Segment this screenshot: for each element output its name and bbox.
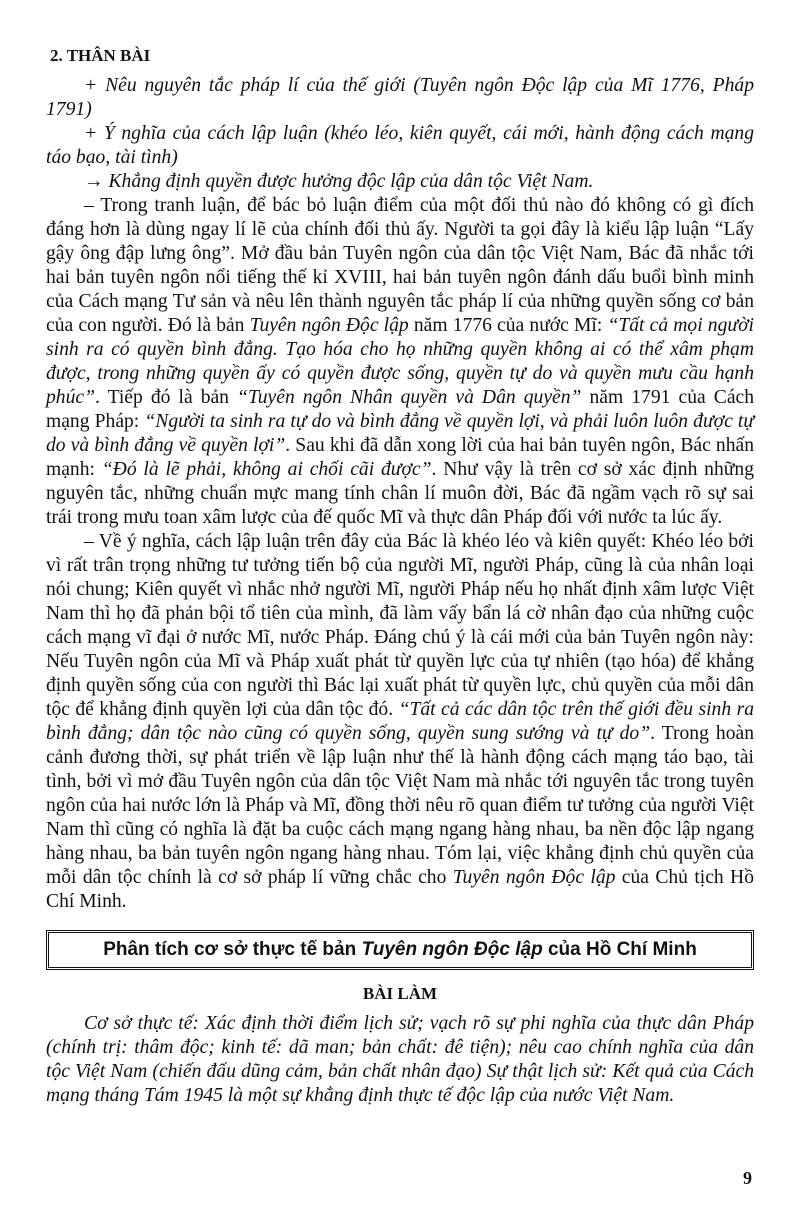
bullet-1: + Nêu nguyên tắc pháp lí của thế giới (Tuyên ngôn Độc lập của Mĩ 1776, Pháp 1791)	[46, 75, 754, 120]
paragraph-1: – Trong tranh luận, để bác bỏ luận điểm của một đối thủ nào đó không có gì đích đáng hơn là dùng ngay lí lẽ của chính đối thủ ấy. Người ta gọi đây là kiểu lập luận “Lấy gậy ông đập lưng ông”. Mở đầu bản Tuyên ngôn của dân tộc Việt Nam, Bác đã nhắc tới hai bản tuyên ngôn nổi tiếng thế kỉ XVIII, hai bản tuyên ngôn đánh dấu buổi bình minh của Cách mạng Tư sản và nêu lên thành nguyên tắc pháp lí của những quyền sống cơ bản của con người. Đó là bản Tuyên ngôn Độc lập năm 1776 của nước Mĩ: “Tất cả mọi người sinh ra có quyền bình đẳng. Tạo hóa cho họ những quyền không ai có thể xâm phạm được, trong những quyền ấy có quyền được sống, quyền tự do và quyền mưu cầu hạnh phúc”. Tiếp đó là bản “Tuyên ngôn Nhân quyền và Dân quyền” năm 1791 của Cách mạng Pháp: “Người ta sinh ra tự do và bình đẳng về quyền lợi, và phải luôn luôn được tự do và bình đẳng về quyền lợi”. Sau khi đã dẫn xong lời của hai bản tuyên ngôn, Bác nhấn mạnh: “Đó là lẽ phải, không ai chối cãi được”. Như vậy là trên cơ sở xác định những nguyên tắc, những chuẩn mực mang tính chân lí muôn đời, Bác đã ngầm vạch rõ sự sai trái trong mưu toan xâm lược của đế quốc Mĩ và thực dân Pháp đối với nước ta lúc ấy.	[46, 195, 755, 528]
page-number: 9	[743, 1168, 752, 1188]
bullet-3: → Khẳng định quyền được hưởng độc lập của dân tộc Việt Nam.	[84, 171, 594, 192]
page-content	[46, 46, 754, 1108]
section-title: 2. THÂN BÀI	[50, 46, 151, 65]
paragraph-2: – Về ý nghĩa, cách lập luận trên đây của Bác là khéo léo và kiên quyết: Khéo léo bởi vì rất trân trọng những tư tưởng tiến bộ của người Mĩ, người Pháp, cũng là của nhân loại nói chung; Kiên quyết vì nhắc nhở người Mĩ, người Pháp nếu họ nhất định xâm lược Việt Nam thì họ đã phản bội tổ tiên của mình, đã làm vấy bẩn lá cờ nhân đạo của những cuộc cách mạng vĩ đại ở nước Mĩ, nước Pháp. Đáng chú ý là cái mới của bản Tuyên ngôn này: Nếu Tuyên ngôn của Mĩ và Pháp xuất phát từ quyền lực của tự nhiên (tạo hóa) để khẳng định quyền sống của con người thì Bác lại xuất phát từ quyền lực, chủ quyền của mỗi dân tộc để khẳng định quyền lợi của dân tộc đó. “Tất cả các dân tộc trên thế giới đều sinh ra bình đẳng; dân tộc nào cũng có quyền sống, quyền sung sướng và tự do”. Trong hoàn cảnh đương thời, sự phát triển về lập luận như thế là hành động cách mạng táo bạo, tài tình, bởi vì mở đầu Tuyên ngôn của dân tộc Việt Nam mà nhắc tới nguyên tắc trong tuyên ngôn của hai nước lớn là Pháp và Mĩ, đồng thời nêu rõ quan điểm tư tưởng của người Việt Nam thì cũng có nghĩa là đặt ba cuộc cách mạng ngang hàng nhau, ba nền độc lập ngang hàng nhau, ba bản tuyên ngôn ngang hàng nhau. Tóm lại, việc khẳng định chủ quyền của mỗi dân tộc chính là cơ sở pháp lí vững chắc cho Tuyên ngôn Độc lập của Chủ tịch Hồ Chí Minh.	[46, 531, 754, 912]
bai-lam-heading: BÀI LÀM	[362, 984, 438, 1003]
topic-box: Phân tích cơ sở thực tế bản Tuyên ngôn Độc lập của Hồ Chí Minh	[46, 930, 754, 970]
bullet-2: + Ý nghĩa của cách lập luận (khéo léo, kiên quyết, cái mới, hành động cách mạng táo bạo, tài tình)	[46, 123, 754, 168]
bai-lam-text: Cơ sở thực tế: Xác định thời điểm lịch sử; vạch rõ sự phi nghĩa của thực dân Pháp (chính trị: thâm độc; kinh tế: dã man; bản chất: đê tiện); nêu cao chính nghĩa của dân tộc Việt Nam (chiến đấu dũng cảm, bản chất nhân đạo) Sự thật lịch sử: Kết quả của Cách mạng tháng Tám 1945 là một sự khẳng định thực tế độc lập của nước Việt Nam.	[46, 1013, 754, 1106]
